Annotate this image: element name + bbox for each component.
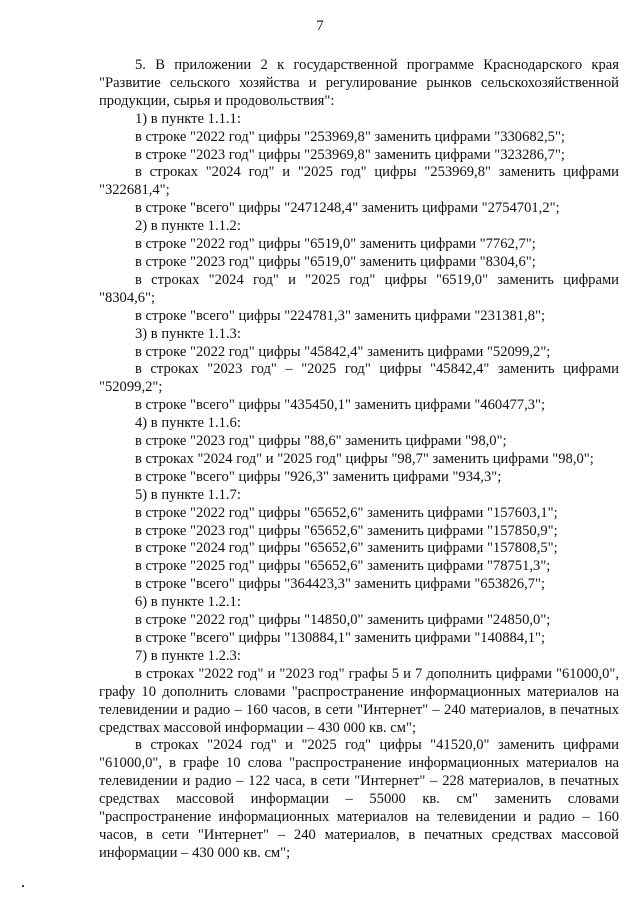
page-number: 7 [316,18,324,34]
item-5-line: в строке "2024 год" цифры "65652,6" заменить цифрами "157808,5"; [135,540,558,557]
intro-first-line: 5. В приложении 2 к государственной программе Краснодарского края [135,57,619,73]
item-1-heading: 1) в пункте 1.1.1: [135,110,241,127]
item-3-line: в строках "2023 год" – "2025 год" цифры "45842,4" заменить цифрами [135,361,619,378]
item-7-heading: 7) в пункте 1.2.3: [135,647,241,664]
item-4-heading: 4) в пункте 1.1.6: [135,415,241,432]
item-2-line: в строке "2022 год" цифры "6519,0" заменить цифрами "7762,7"; [135,236,536,253]
document-body [99,57,619,863]
item-6-line: в строке "2022 год" цифры "14850,0" заменить цифрами "24850,0"; [135,612,551,629]
item-6-heading: 6) в пункте 1.2.1: [135,594,241,611]
item-5-line: в строке "2023 год" цифры "65652,6" заменить цифрами "157850,9"; [135,522,558,539]
item-5-heading: 5) в пункте 1.1.7: [135,486,241,503]
item-1-line: в строке "всего" цифры "2471248,4" заменить цифрами "2754701,2"; [135,200,560,217]
item-1-line-wrap: "322681,4"; [99,182,170,199]
item-3-line: в строке "всего" цифры "435450,1" заменить цифрами "460477,3"; [135,397,546,414]
item-3-heading: 3) в пункте 1.1.3: [135,325,241,342]
item-1-line: в строке "2023 год" цифры "253969,8" заменить цифрами "323286,7"; [135,146,565,163]
item-4-line: в строке "всего" цифры "926,3" заменить цифрами "934,3"; [135,468,502,485]
scan-speck [22,885,24,887]
item-4-line: в строках "2024 год" и "2025 год" цифры "98,7" заменить цифрами "98,0"; [135,450,594,467]
item-2-line: в строках "2024 год" и "2025 год" цифры "6519,0" заменить цифрами [135,271,619,288]
item-7-paragraph: в строках "2022 год" и "2023 год" графы 5 и 7 дополнить цифрами "61000,0", графу 10 дополнить словами "распространение информационных материалов на телевидении и радио – 160 часов, в сети "Интернет" – 240 материалов, в печатных средствах массовой информации – 430 000 кв. см"; [99,665,619,736]
item-5-line: в строке "всего" цифры "364423,3" заменить цифрами "653826,7"; [135,576,546,593]
item-4-line: в строке "2023 год" цифры "88,6" заменить цифрами "98,0"; [135,433,507,450]
item-1-line: в строках "2024 год" и "2025 год" цифры "253969,8" заменить цифрами [135,164,619,181]
item-2-heading: 2) в пункте 1.1.2: [135,218,241,235]
intro-paragraph: "Развитие сельского хозяйства и регулирование рынков сельскохозяйственной продукции, сырья и продовольствия": [99,74,619,109]
item-2-line: в строке "всего" цифры "224781,3" заменить цифрами "231381,8"; [135,307,546,324]
item-3-line: в строке "2022 год" цифры "45842,4" заменить цифрами "52099,2"; [135,343,551,360]
item-5-line: в строке "2022 год" цифры "65652,6" заменить цифрами "157603,1"; [135,504,558,521]
item-7-paragraph: в строках "2024 год" и "2025 год" цифры "41520,0" заменить цифрами "61000,0", в графе 10 слова "распространение информационных материалов на телевидении и радио – 122 часа, в сети "Интернет" – 228 материалов, в печатных средствах массовой информации – 55000 кв. см" заменить словами "распространение информационных материалов на телевидении и радио – 160 часов, в сети "Интернет" – 240 материалов, в печатных средствах массовой информации – 430 000 кв. см"; [99,737,619,861]
item-2-line: в строке "2023 год" цифры "6519,0" заменить цифрами "8304,6"; [135,253,536,270]
item-6-line: в строке "всего" цифры "130884,1" заменить цифрами "140884,1"; [135,630,546,646]
item-1-line: в строке "2022 год" цифры "253969,8" заменить цифрами "330682,5"; [135,128,565,145]
item-5-line: в строке "2025 год" цифры "65652,6" заменить цифрами "78751,3"; [135,558,551,575]
item-3-line-wrap: "52099,2"; [99,379,163,396]
item-2-line-wrap: "8304,6"; [99,289,156,306]
